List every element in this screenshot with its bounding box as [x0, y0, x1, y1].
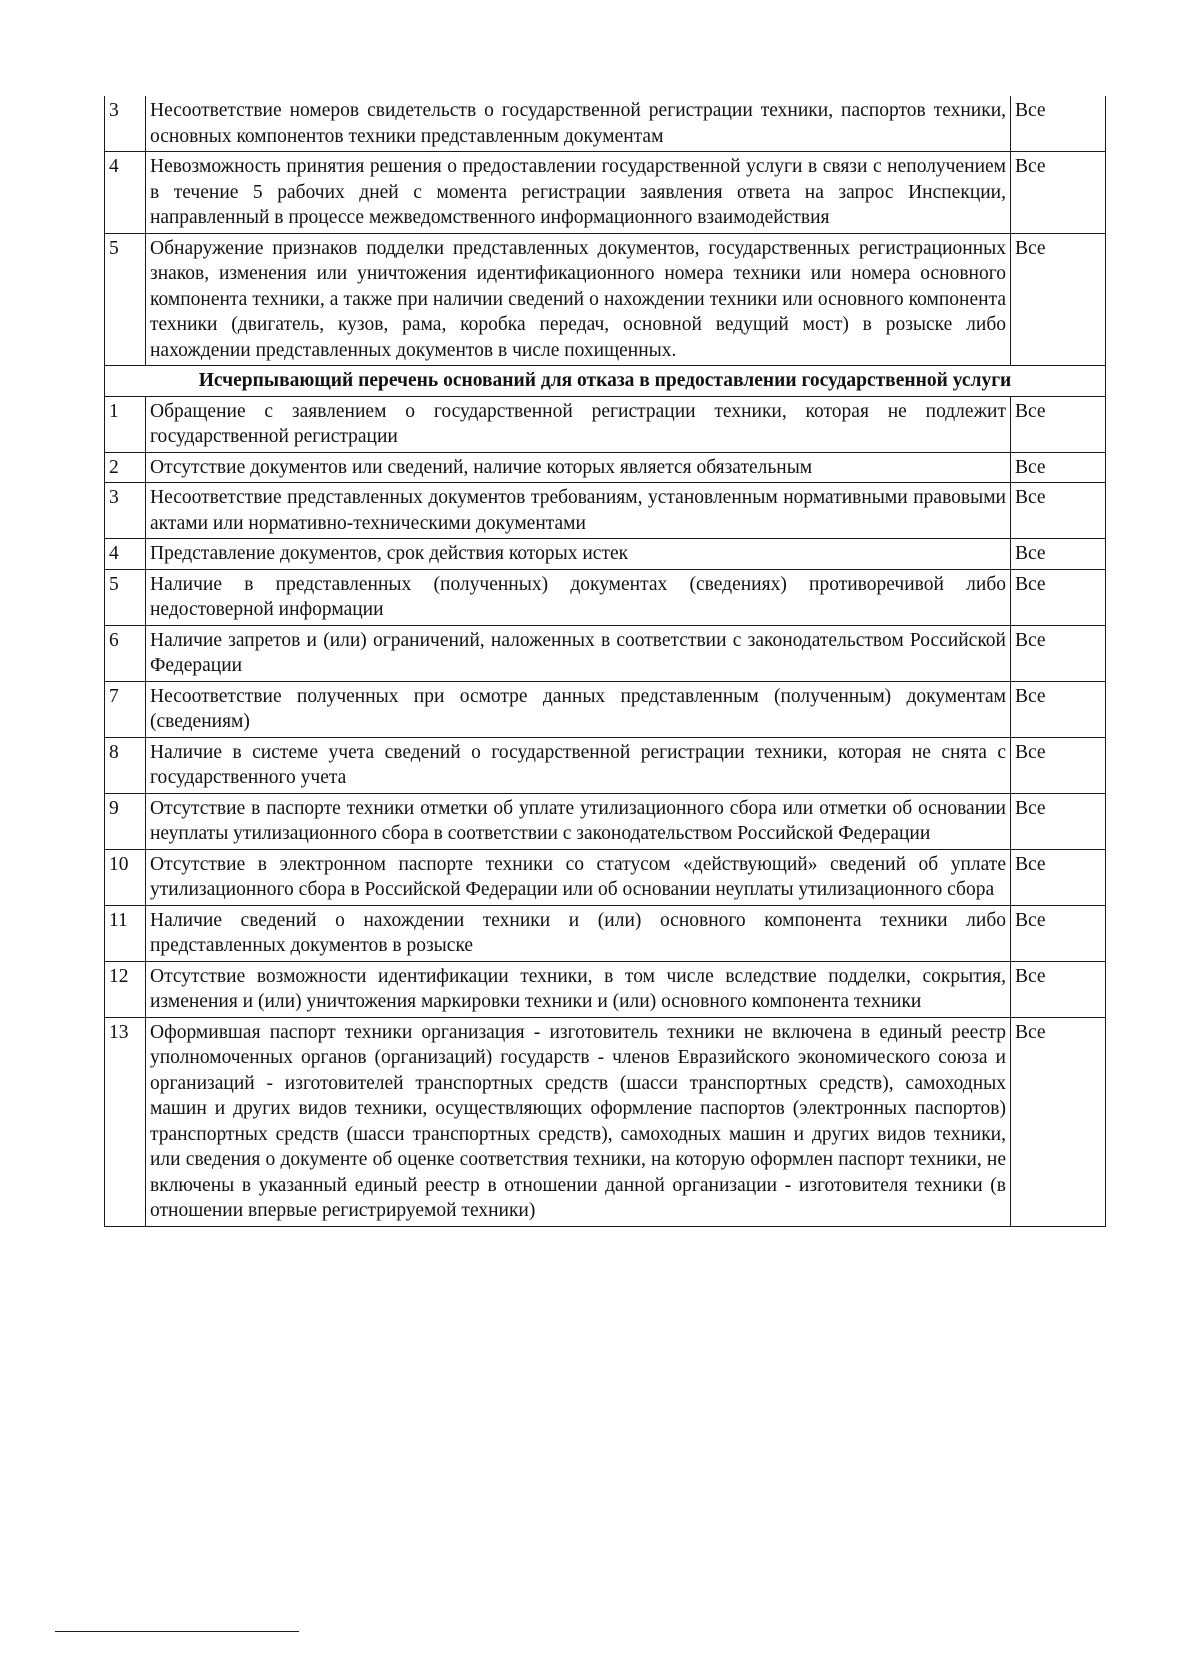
- table-row: [105, 452, 1106, 483]
- row-text: Отсутствие в паспорте техники отметки об уплате утилизационного сбора или отметки об основании неуплаты утилизационного сбора в соответствии с законодательством Российской Федерации: [146, 793, 1011, 849]
- table-row: [105, 793, 1106, 849]
- row-applies-to: Все: [1011, 396, 1106, 452]
- row-number: 4: [105, 539, 146, 570]
- table-row: [105, 961, 1106, 1017]
- table-row: [105, 233, 1106, 366]
- row-number: 3: [105, 483, 146, 539]
- row-applies-to: Все: [1011, 737, 1106, 793]
- row-text: Обращение с заявлением о государственной регистрации техники, которая не подлежит государственной регистрации: [146, 396, 1011, 452]
- document-page: [104, 96, 1106, 1227]
- footnote-separator: [55, 1631, 299, 1632]
- row-text: Несоответствие представленных документов требованиям, установленным нормативными правовыми актами или нормативно-техническими документами: [146, 483, 1011, 539]
- table-row: [105, 96, 1106, 152]
- row-number: 7: [105, 681, 146, 737]
- table-row: [105, 396, 1106, 452]
- row-text: Отсутствие возможности идентификации техники, в том числе вследствие подделки, сокрытия, изменения и (или) уничтожения маркировки техники и (или) основного компонента техники: [146, 961, 1011, 1017]
- row-text: Наличие в представленных (полученных) документах (сведениях) противоречивой либо недостоверной информации: [146, 569, 1011, 625]
- section-heading: Исчерпывающий перечень оснований для отказа в предоставлении государственной услуги: [105, 366, 1106, 397]
- row-number: 3: [105, 96, 146, 152]
- table-row: [105, 152, 1106, 234]
- table-row: [105, 681, 1106, 737]
- row-applies-to: Все: [1011, 483, 1106, 539]
- row-applies-to: Все: [1011, 849, 1106, 905]
- table-row: [105, 1017, 1106, 1226]
- row-number: 4: [105, 152, 146, 234]
- row-text: Отсутствие документов или сведений, наличие которых является обязательным: [146, 452, 1011, 483]
- table-row: [105, 569, 1106, 625]
- row-applies-to: Все: [1011, 539, 1106, 570]
- table-row: [105, 905, 1106, 961]
- row-text: Несоответствие полученных при осмотре данных представленным (полученным) документам (сведениям): [146, 681, 1011, 737]
- row-number: 12: [105, 961, 146, 1017]
- row-number: 10: [105, 849, 146, 905]
- row-applies-to: Все: [1011, 625, 1106, 681]
- row-applies-to: Все: [1011, 961, 1106, 1017]
- row-text: Оформившая паспорт техники организация - изготовитель техники не включена в единый реестр уполномоченных органов (организаций) государств - членов Евразийского экономического союза и организаций - изготовителей транспортных средств (шасси транспортных средств), самоходных машин и других видов техники, осуществляющих оформление паспортов (электронных паспортов) транспортных средств (шасси транспортных средств), самоходных машин и других видов техники, или сведения о документе об оценке соответствия техники, на которую оформлен паспорт техники, не включены в указанный единый реестр в отношении данной организации - изготовителя техники (в отношении впервые регистрируемой техники): [146, 1017, 1011, 1226]
- row-number: 11: [105, 905, 146, 961]
- row-applies-to: Все: [1011, 96, 1106, 152]
- table-row: [105, 625, 1106, 681]
- table-row: [105, 737, 1106, 793]
- grounds-table: [104, 96, 1106, 1227]
- row-text: Наличие запретов и (или) ограничений, наложенных в соответствии с законодательством Российской Федерации: [146, 625, 1011, 681]
- row-number: 1: [105, 396, 146, 452]
- row-text: Отсутствие в электронном паспорте техники со статусом «действующий» сведений об уплате утилизационного сбора в Российской Федерации или об основании неуплаты утилизационного сбора: [146, 849, 1011, 905]
- table-row: [105, 483, 1106, 539]
- row-applies-to: Все: [1011, 1017, 1106, 1226]
- row-text: Обнаружение признаков подделки представленных документов, государственных регистрационных знаков, изменения или уничтожения идентификационного номера техники или номера основного компонента техники, а также при наличии сведений о нахождении техники или основного компонента техники (двигатель, кузов, рама, коробка передач, основной ведущий мост) в розыске либо нахождении представленных документов в числе похищенных.: [146, 233, 1011, 366]
- row-text: Представление документов, срок действия которых истек: [146, 539, 1011, 570]
- row-applies-to: Все: [1011, 905, 1106, 961]
- row-applies-to: Все: [1011, 233, 1106, 366]
- section-heading-row: [105, 366, 1106, 397]
- row-text: Наличие в системе учета сведений о государственной регистрации техники, которая не снята с государственного учета: [146, 737, 1011, 793]
- row-text: Несоответствие номеров свидетельств о государственной регистрации техники, паспортов техники, основных компонентов техники представленным документам: [146, 96, 1011, 152]
- row-number: 9: [105, 793, 146, 849]
- row-applies-to: Все: [1011, 793, 1106, 849]
- table-row: [105, 539, 1106, 570]
- row-number: 6: [105, 625, 146, 681]
- row-number: 5: [105, 233, 146, 366]
- table-row: [105, 849, 1106, 905]
- row-applies-to: Все: [1011, 152, 1106, 234]
- row-applies-to: Все: [1011, 569, 1106, 625]
- row-applies-to: Все: [1011, 452, 1106, 483]
- row-text: Наличие сведений о нахождении техники и (или) основного компонента техники либо представленных документов в розыске: [146, 905, 1011, 961]
- row-number: 5: [105, 569, 146, 625]
- row-number: 13: [105, 1017, 146, 1226]
- row-applies-to: Все: [1011, 681, 1106, 737]
- row-text: Невозможность принятия решения о предоставлении государственной услуги в связи с неполучением в течение 5 рабочих дней с момента регистрации заявления ответа на запрос Инспекции, направленный в процессе межведомственного информационного взаимодействия: [146, 152, 1011, 234]
- row-number: 8: [105, 737, 146, 793]
- row-number: 2: [105, 452, 146, 483]
